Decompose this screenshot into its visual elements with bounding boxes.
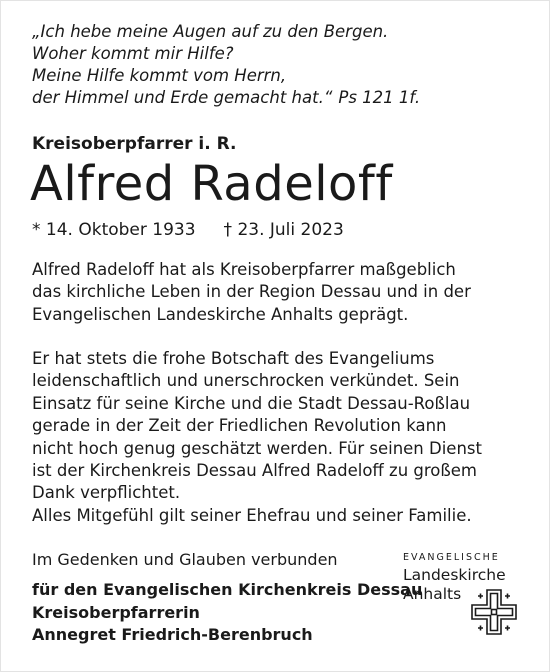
verse-line: Meine Hilfe kommt vom Herrn, [32, 66, 287, 85]
death-date: † 23. Juli 2023 [223, 220, 344, 240]
paragraph-line: nicht hoch genug geschätzt werden. Für seinen Dienst [32, 438, 482, 458]
verse-line-text: der Himmel und Erde gemacht hat.“ [32, 88, 333, 107]
deceased-title: Kreisoberpfarrer i. R. [32, 134, 237, 154]
tribute-paragraph-2 [32, 348, 532, 527]
tribute-paragraph-1 [32, 259, 532, 326]
signature-block [32, 579, 422, 647]
life-dates [32, 219, 344, 241]
cross-emblem-icon [470, 588, 518, 636]
church-logo [401, 552, 521, 652]
logo-name-line: Anhalts [403, 585, 462, 603]
paragraph-line: Evangelischen Landeskirche Anhalts geprägt. [32, 304, 409, 324]
deceased-name: Alfred Radeloff [30, 156, 393, 212]
logo-top-text: EVANGELISCHE [403, 552, 500, 563]
paragraph-line: Dank verpflichtet. [32, 483, 181, 503]
paragraph-line: Einsatz für seine Kirche und die Stadt Dessau-Roßlau [32, 393, 471, 413]
paragraph-line: Er hat stets die frohe Botschaft des Evangeliums [32, 349, 435, 368]
signature-line: Annegret Friedrich-Berenbruch [32, 625, 313, 644]
paragraph-line: Alles Mitgefühl gilt seiner Ehefrau und seiner Familie. [32, 505, 472, 525]
birth-date: * 14. Oktober 1933 [32, 220, 196, 240]
verse-line: Woher kommt mir Hilfe? [32, 44, 234, 63]
signature-lead: Im Gedenken und Glauben verbunden [32, 550, 338, 569]
paragraph-line: das kirchliche Leben in der Region Dessau und in der [32, 282, 471, 302]
paragraph-line: leidenschaftlich und unerschrocken verkündet. Sein [32, 371, 460, 391]
paragraph-line: ist der Kirchenkreis Dessau Alfred Radeloff zu großem [32, 461, 478, 481]
signature-line: für den Evangelischen Kirchenkreis Dessau [32, 580, 423, 599]
paragraph-line: Alfred Radeloff hat als Kreisoberpfarrer maßgeblich [32, 260, 456, 279]
verse-line: „Ich hebe meine Augen auf zu den Bergen. [32, 22, 389, 41]
bible-verse [32, 21, 512, 109]
verse-line-last [32, 87, 512, 109]
logo-name-line: Landeskirche [403, 566, 506, 584]
paragraph-line: gerade in der Zeit der Friedlichen Revolution kann [32, 416, 447, 436]
verse-reference: Ps 121 1f. [338, 88, 421, 107]
signature-line: Kreisoberpfarrerin [32, 602, 200, 622]
